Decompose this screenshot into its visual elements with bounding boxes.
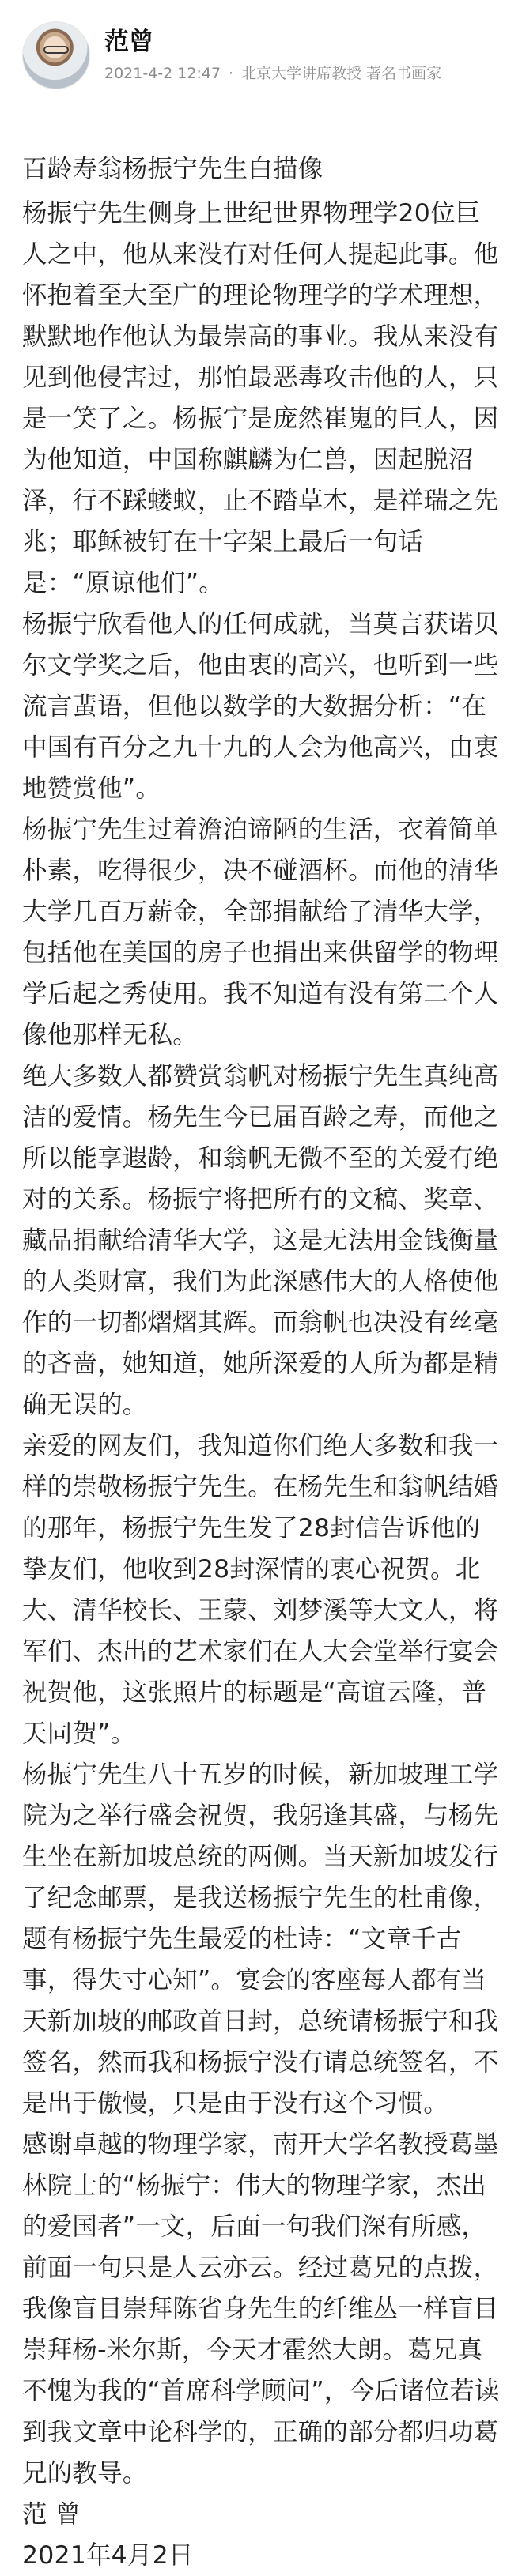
post-meta-line [104,62,449,85]
author-name[interactable]: 范曾 [104,28,153,56]
author-meta [104,25,449,85]
post-date: 2021-4-2 12:47 [104,65,221,82]
post-paragraph: 感谢卓越的物理学家，南开大学名教授葛墨林院士的“杨振宁：伟大的物理学家，杰出的爱国者”一文，后面一句我们深有所感，前面一句只是人云亦云。经过葛兄的点拨，我像盲目崇拜陈省身先生的纤维丛一样盲目崇拜杨-米尔斯，今天才霍然大朗。葛兄真不愧为我的“首席科学顾问”，今后诸位若读到我文章中论科学的，正确的部分都归功葛兄的教导。 [22,2130,500,2487]
post-title: 百龄寿翁杨振宁先生白描像 [22,155,323,183]
author-bio: 北京大学讲席教授 著名书画家 [241,65,442,82]
post-paragraph: 杨振宁先生过着澹泊谛陋的生活，衣着简单朴素，吃得很少，决不碰酒杯。而他的清华大学几百万薪金，全部捐献给了清华大学，包括他在美国的房子也捐出来供留学的物理学后起之秀使用。我不知道有没有第二个人像他那样无私。 [22,815,499,1049]
post-paragraph: 杨振宁欣看他人的任何成就，当莫言获诺贝尔文学奖之后，他由衷的高兴，也听到一些流言蜚语，但他以数学的大数据分析：“在中国有百分之九十九的人会为他高兴，由衷地赞赏他”。 [22,610,499,803]
avatar[interactable] [22,21,90,89]
post-paragraph: 杨振宁先生八十五岁的时候，新加坡理工学院为之举行盛会祝贺，我躬逢其盛，与杨先生坐在新加坡总统的两侧。当天新加坡发行了纪念邮票，是我送杨振宁先生的杜甫像，题有杨振宁先生最爱的杜诗：“文章千古事，得失寸心知”。宴会的客座每人都有当天新加坡的邮政首日封，总统请杨振宁和我签名，然而我和杨振宁没有请总统签名，不是出于傲慢，只是由于没有这个习惯。 [22,1761,499,2118]
avatar-glasses-detail [44,46,69,54]
post-signed-date: 2021年4月2日 [22,2541,194,2570]
post-body [22,149,505,2576]
post-paragraph: 亲爱的网友们，我知道你们绝大多数和我一样的崇敬杨振宁先生。在杨先生和翁帆结婚的那年，杨振宁先生发了28封信告诉他的挚友们，他收到28封深情的衷心祝贺。北大、清华校长、王蒙、刘梦溪等大文人，将军们、杰出的艺术家们在人大会堂举行宴会祝贺他，这张照片的标题是“高谊云隆，普天同贺”。 [22,1432,499,1748]
post-header [22,17,449,93]
post-signature: 范 曾 [22,2500,81,2529]
meta-separator: · [229,65,234,82]
post-paragraph: 绝大多数人都赞赏翁帆对杨振宁先生真纯高洁的爱情。杨先生今已届百龄之寿，而他之所以能享遐龄，和翁帆无微不至的关爱有绝对的关系。杨振宁将把所有的文稿、奖章、藏品捐献给清华大学，这是无法用金钱衡量的人类财富，我们为此深感伟大的人格使他作的一切都熠熠其辉。而翁帆也决没有丝毫的吝啬，她知道，她所深爱的人所为都是精确无误的。 [22,1062,499,1419]
post-paragraph: 杨振宁先生侧身上世纪世界物理学20位巨人之中，他从来没有对任何人提起此事。他怀抱着至大至广的理论物理学的学术理想，默默地作他认为最崇高的事业。我从来没有见到他侵害过，那怕最恶毒攻击他的人，只是一笑了之。杨振宁是庞然崔嵬的巨人，因为他知道，中国称麒麟为仁兽，因起脱沼泽，行不踩蝼蚁，止不踏草木，是祥瑞之先兆；耶稣被钉在十字架上最后一句话是：“原谅他们”。 [22,199,499,597]
